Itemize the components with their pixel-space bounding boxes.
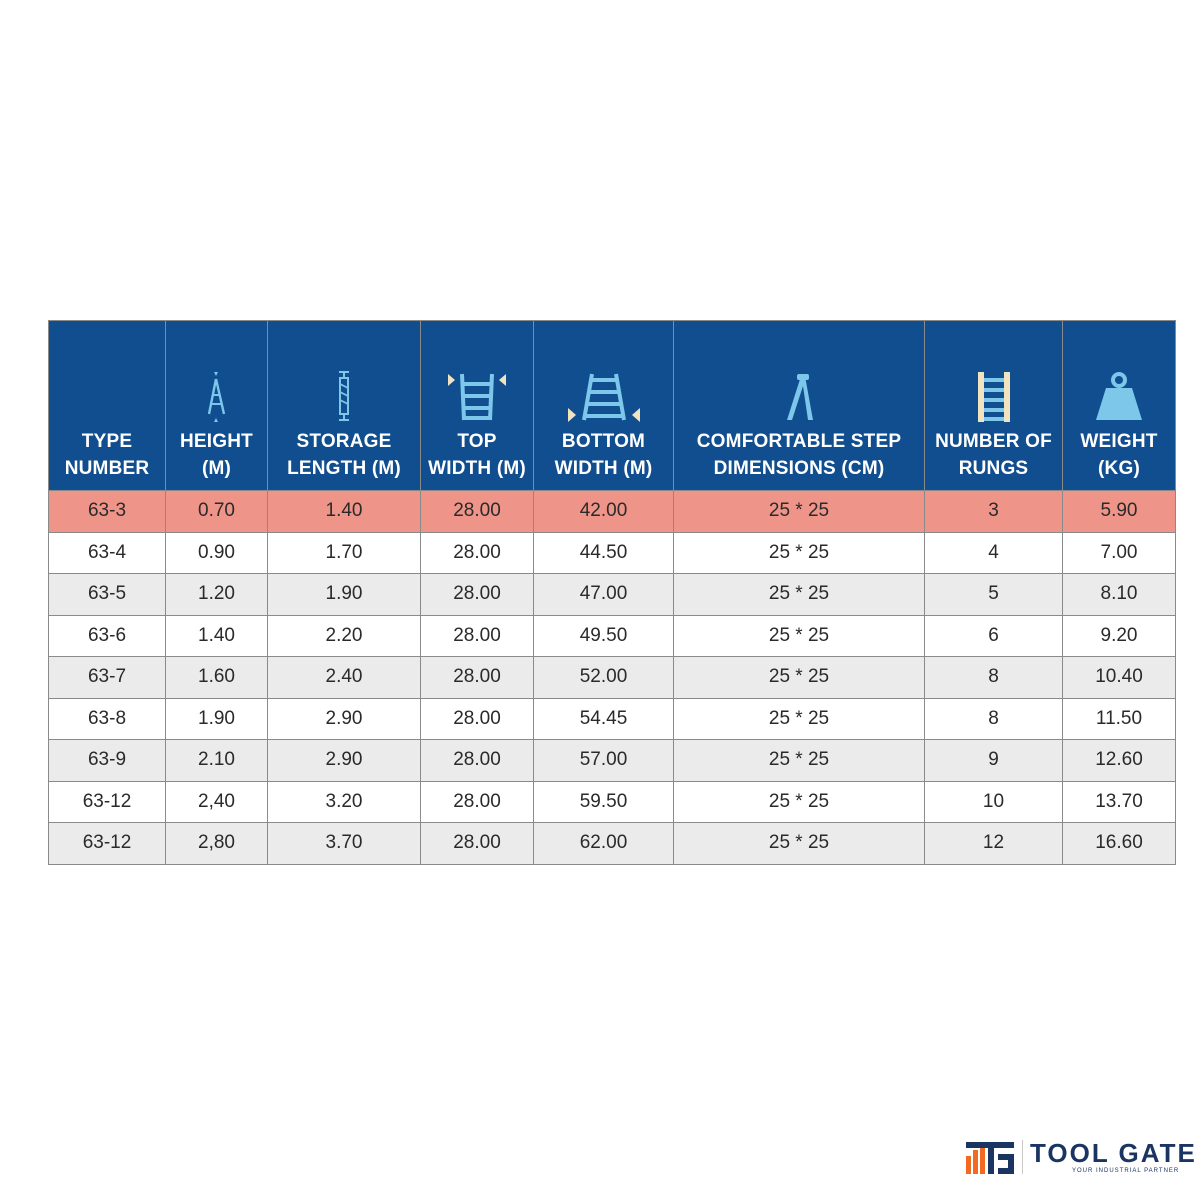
table-cell: 25 * 25 xyxy=(674,740,925,782)
table-cell: 1.20 xyxy=(166,574,268,616)
table-cell: 1.70 xyxy=(268,532,421,574)
table-cell: 63-12 xyxy=(49,781,166,823)
table-cell: 2,40 xyxy=(166,781,268,823)
table-cell: 28.00 xyxy=(421,532,534,574)
table-body xyxy=(49,491,1176,865)
folded-ladder-icon xyxy=(334,370,354,424)
table-cell: 54.45 xyxy=(534,698,674,740)
table-cell: 28.00 xyxy=(421,657,534,699)
table-cell: 25 * 25 xyxy=(674,698,925,740)
table-cell: 28.00 xyxy=(421,615,534,657)
table-cell: 5 xyxy=(925,574,1063,616)
table-cell: 2.40 xyxy=(268,657,421,699)
table-cell: 3 xyxy=(925,491,1063,533)
table-cell: 3.20 xyxy=(268,781,421,823)
header-height xyxy=(166,321,268,491)
logo-name: TOOL GATE xyxy=(1030,1138,1197,1168)
table-cell: 2,80 xyxy=(166,823,268,865)
table-cell: 63-4 xyxy=(49,532,166,574)
table-cell: 0.90 xyxy=(166,532,268,574)
header-label: WEIGHT (KG) xyxy=(1080,431,1158,479)
table-cell: 63-5 xyxy=(49,574,166,616)
table-cell: 63-7 xyxy=(49,657,166,699)
table-row xyxy=(49,781,1176,823)
table-cell: 10 xyxy=(925,781,1063,823)
header-top-width xyxy=(421,321,534,491)
ladder-bottom-width-icon xyxy=(566,370,642,424)
header-label: TYPE NUMBER xyxy=(64,431,150,479)
table-cell: 47.00 xyxy=(534,574,674,616)
ladder-rungs-icon xyxy=(974,370,1014,424)
table-cell: 62.00 xyxy=(534,823,674,865)
header-label: TOP WIDTH (M) xyxy=(428,431,526,479)
logo-divider xyxy=(1022,1140,1023,1174)
table-row xyxy=(49,532,1176,574)
table-cell: 2.90 xyxy=(268,698,421,740)
table-cell: 8 xyxy=(925,698,1063,740)
table-cell: 6 xyxy=(925,615,1063,657)
table-cell: 49.50 xyxy=(534,615,674,657)
weight-icon xyxy=(1092,370,1146,424)
table-cell: 25 * 25 xyxy=(674,532,925,574)
header-label: BOTTOM WIDTH (M) xyxy=(554,431,653,479)
table-cell: 16.60 xyxy=(1063,823,1176,865)
table-cell: 8.10 xyxy=(1063,574,1176,616)
header-number-of-rungs xyxy=(925,321,1063,491)
table-cell: 44.50 xyxy=(534,532,674,574)
table-row xyxy=(49,823,1176,865)
table-cell: 2.20 xyxy=(268,615,421,657)
header-label: COMFORTABLE STEP DIMENSIONS (CM) xyxy=(696,431,902,479)
table-cell: 8 xyxy=(925,657,1063,699)
ladder-spec-table xyxy=(48,320,1176,865)
logo-tagline: YOUR INDUSTRIAL PARTNER xyxy=(1072,1168,1180,1174)
table-cell: 57.00 xyxy=(534,740,674,782)
header-step-dimensions xyxy=(674,321,925,491)
table-cell: 2.90 xyxy=(268,740,421,782)
table-cell: 28.00 xyxy=(421,740,534,782)
table-cell: 42.00 xyxy=(534,491,674,533)
table-cell: 25 * 25 xyxy=(674,574,925,616)
table-cell: 0.70 xyxy=(166,491,268,533)
table-cell: 63-9 xyxy=(49,740,166,782)
table-row xyxy=(49,698,1176,740)
table-cell: 25 * 25 xyxy=(674,615,925,657)
table-cell: 25 * 25 xyxy=(674,823,925,865)
header-storage-length xyxy=(268,321,421,491)
table-row xyxy=(49,657,1176,699)
table-cell: 12 xyxy=(925,823,1063,865)
table-cell: 1.40 xyxy=(268,491,421,533)
ladder-top-width-icon xyxy=(446,370,508,424)
table-cell: 11.50 xyxy=(1063,698,1176,740)
table-cell: 59.50 xyxy=(534,781,674,823)
table-cell: 1.40 xyxy=(166,615,268,657)
table-cell: 28.00 xyxy=(421,491,534,533)
header-label: STORAGE LENGTH (M) xyxy=(287,431,401,479)
a-frame-ladder-icon xyxy=(779,370,819,424)
table-row xyxy=(49,615,1176,657)
table-cell: 25 * 25 xyxy=(674,657,925,699)
table-cell: 3.70 xyxy=(268,823,421,865)
table-cell: 63-8 xyxy=(49,698,166,740)
table-cell: 1.60 xyxy=(166,657,268,699)
step-ladder-height-icon xyxy=(204,370,230,424)
table-cell: 2.10 xyxy=(166,740,268,782)
table-cell: 28.00 xyxy=(421,698,534,740)
table-cell: 13.70 xyxy=(1063,781,1176,823)
table-cell: 63-3 xyxy=(49,491,166,533)
tool-gate-logo xyxy=(964,1136,1197,1178)
header-bottom-width xyxy=(534,321,674,491)
table-cell: 7.00 xyxy=(1063,532,1176,574)
table-cell: 9.20 xyxy=(1063,615,1176,657)
table-cell: 10.40 xyxy=(1063,657,1176,699)
table-cell: 12.60 xyxy=(1063,740,1176,782)
table-cell: 63-12 xyxy=(49,823,166,865)
table-row xyxy=(49,740,1176,782)
table-cell: 63-6 xyxy=(49,615,166,657)
header-weight xyxy=(1063,321,1176,491)
table-cell: 28.00 xyxy=(421,574,534,616)
table-row xyxy=(49,574,1176,616)
table-cell: 25 * 25 xyxy=(674,491,925,533)
table-cell: 9 xyxy=(925,740,1063,782)
table-cell: 1.90 xyxy=(268,574,421,616)
table-cell: 25 * 25 xyxy=(674,781,925,823)
table-cell: 52.00 xyxy=(534,657,674,699)
table-row xyxy=(49,491,1176,533)
table-cell: 4 xyxy=(925,532,1063,574)
table-header-row xyxy=(49,321,1176,491)
header-label: HEIGHT (M) xyxy=(180,431,253,479)
header-label: NUMBER OF RUNGS xyxy=(935,431,1052,479)
table-cell: 5.90 xyxy=(1063,491,1176,533)
tool-gate-logo-icon xyxy=(964,1138,1016,1176)
table-cell: 1.90 xyxy=(166,698,268,740)
header-type-number xyxy=(49,321,166,491)
table-cell: 28.00 xyxy=(421,781,534,823)
table-cell: 28.00 xyxy=(421,823,534,865)
